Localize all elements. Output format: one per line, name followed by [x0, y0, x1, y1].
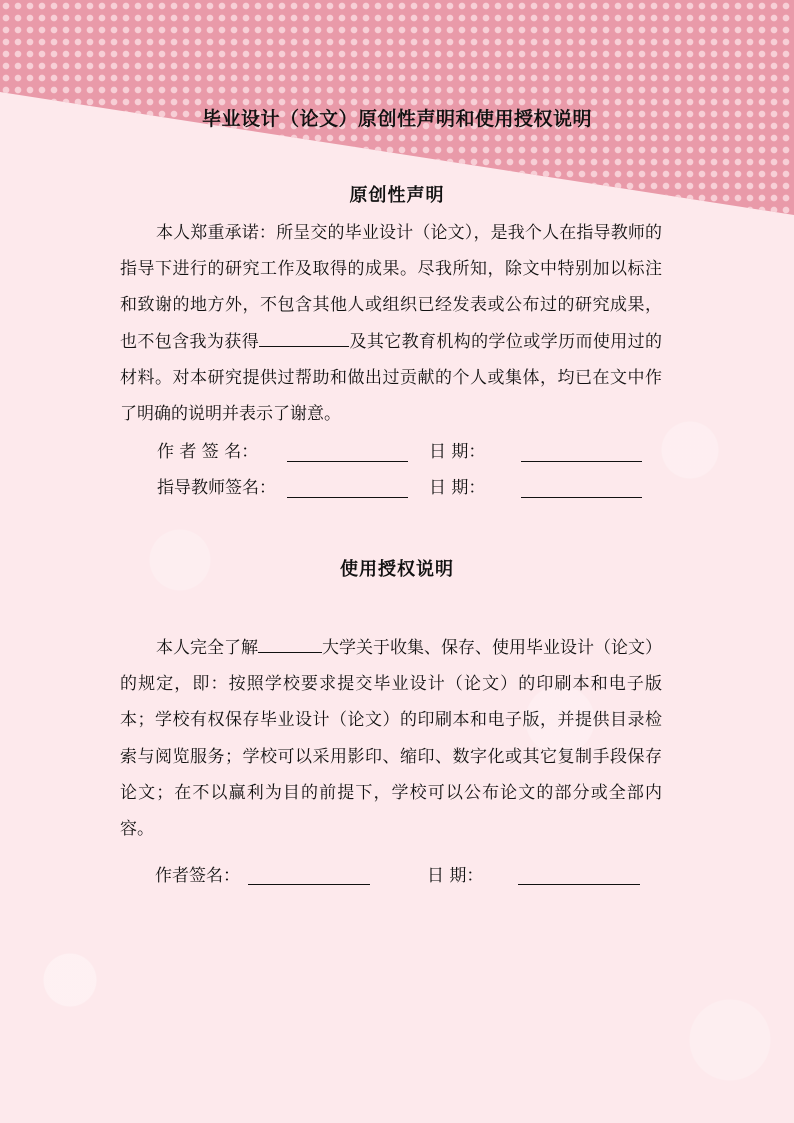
author-date-label: 日 期：: [429, 442, 486, 462]
originality-text-part2: 及其它教育机构的学位或学历而使用过的材料。对本研究提供过帮助和做出过贡献的个人或集体，均已在文中作了明确的说明并表示了谢意。: [120, 331, 663, 425]
author-signature-label: 作 者 签 名：: [157, 442, 259, 462]
authorization-date-line[interactable]: [518, 884, 640, 885]
authorization-text-part2: 大学关于收集、保存、使用毕业设计（论文）的规定，即：按照学校要求提交毕业设计（论文）的印刷本和电子版本；学校有权保存毕业设计（论文）的印刷本和电子版，并提供目录检索与阅览服务；学校可以采用影印、缩印、数字化或其它复制手段保存论文；在不以赢利为目的前提下，学校可以公布论文的部分或全部内容。: [120, 638, 662, 840]
authorization-paragraph: [120, 630, 662, 847]
advisor-signature-line[interactable]: [287, 497, 408, 498]
advisor-date-line[interactable]: [521, 497, 642, 498]
author-date-line[interactable]: [521, 461, 642, 462]
authorization-date-label: 日 期：: [427, 866, 484, 886]
advisor-signature-label: 指导教师签名：: [157, 478, 276, 498]
authorization-author-label: 作者签名：: [155, 866, 240, 886]
authorization-heading: 使用授权说明: [340, 559, 454, 580]
advisor-date-label: 日 期：: [429, 478, 486, 498]
degree-blank-line: [259, 328, 349, 347]
author-signature-line[interactable]: [287, 461, 408, 462]
originality-text-part1: 本人郑重承诺：所呈交的毕业设计（论文），是我个人在指导教师的指导下进行的研究工作及取得的成果。尽我所知，除文中特别加以标注和致谢的地方外，不包含其他人或组织已经发表或公布过的研究成果，也不包含我为获得: [120, 223, 662, 352]
authorization-signature-line[interactable]: [248, 884, 370, 885]
originality-heading: 原创性声明: [349, 185, 445, 206]
university-blank-line: [258, 634, 322, 653]
document-title: 毕业设计（论文）原创性声明和使用授权说明: [201, 108, 592, 130]
authorization-text-part1: 本人完全了解: [156, 638, 258, 658]
originality-paragraph: [120, 215, 662, 432]
